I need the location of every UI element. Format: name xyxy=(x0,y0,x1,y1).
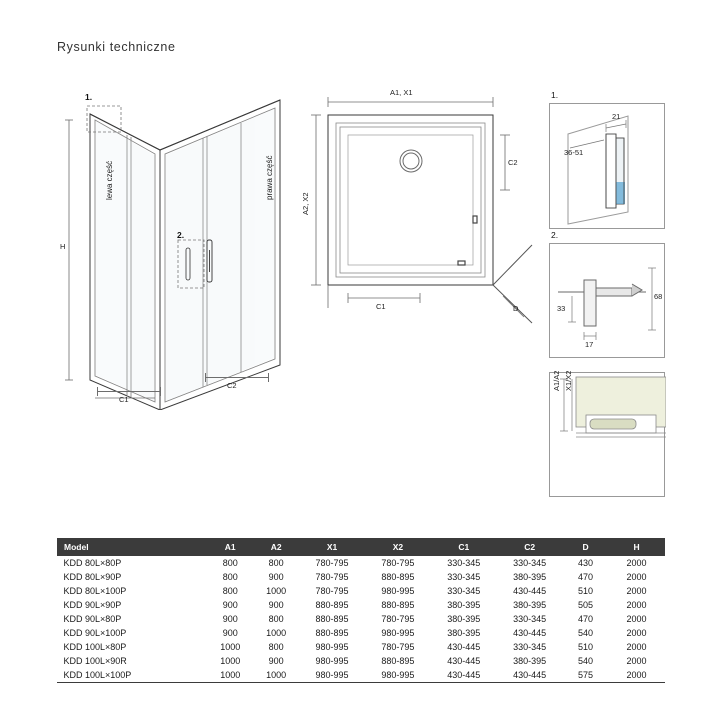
cell-a1: 900 xyxy=(222,614,238,624)
th-x2: X2 xyxy=(365,539,431,556)
detail3-label-x1x2: X1/X2 xyxy=(564,370,573,391)
cell-a2: 1000 xyxy=(266,586,287,596)
detail2-dim-68: 68 xyxy=(654,292,663,301)
cell-a2: 1000 xyxy=(266,670,287,680)
detail-panel-2 xyxy=(549,243,665,358)
cell-model: KDD 100L×100P xyxy=(63,670,132,680)
cell-d: 540 xyxy=(578,628,594,638)
cell-d: 510 xyxy=(578,586,594,596)
cell-x2: 780-795 xyxy=(381,614,415,624)
cell-d: 470 xyxy=(578,572,594,582)
cell-x2: 780-795 xyxy=(381,642,415,652)
cell-a1: 1000 xyxy=(220,670,241,680)
cell-c1: 380-395 xyxy=(447,628,481,638)
isometric-drawing xyxy=(55,80,315,410)
dim-tick-c1-right xyxy=(160,387,161,396)
cell-c2: 430-445 xyxy=(513,586,547,596)
cell-d: 430 xyxy=(578,558,594,568)
iso-label-right-part: prawa część xyxy=(265,155,274,200)
table-bottom-rule xyxy=(57,682,665,683)
iso-dim-h: H xyxy=(60,242,66,251)
cell-d: 470 xyxy=(578,614,594,624)
cell-c1: 380-395 xyxy=(447,614,481,624)
table-header xyxy=(58,539,665,556)
page-title: Rysunki techniczne xyxy=(57,40,176,54)
plan-dim-c2: C2 xyxy=(508,158,518,167)
cell-a1: 800 xyxy=(222,558,238,568)
model-dimension-table xyxy=(57,538,665,682)
cell-x1: 980-995 xyxy=(315,642,349,652)
cell-x2: 880-895 xyxy=(381,572,415,582)
th-x1: X1 xyxy=(299,539,365,556)
cell-a2: 800 xyxy=(268,642,284,652)
cell-model: KDD 100L×80P xyxy=(63,642,127,652)
cell-h: 2000 xyxy=(626,656,647,666)
table-row xyxy=(58,668,665,682)
cell-h: 2000 xyxy=(626,572,647,582)
detail-panel-3 xyxy=(549,372,665,497)
cell-c1: 430-445 xyxy=(447,656,481,666)
cell-x1: 780-795 xyxy=(315,586,349,596)
detail1-dim-3651: 36-51 xyxy=(564,148,584,157)
cell-x2: 980-995 xyxy=(381,628,415,638)
th-a1: A1 xyxy=(207,539,253,556)
cell-h: 2000 xyxy=(626,628,647,638)
cell-a1: 900 xyxy=(222,600,238,610)
cell-a2: 900 xyxy=(268,656,284,666)
cell-c2: 430-445 xyxy=(513,628,547,638)
cell-c2: 330-345 xyxy=(513,642,547,652)
iso-label-left-part: lewa część xyxy=(105,160,114,200)
iso-dim-c2: C2 xyxy=(227,381,237,390)
cell-c2: 330-345 xyxy=(513,614,547,624)
cell-c1: 380-395 xyxy=(447,600,481,610)
plan-dim-a1x1: A1, X1 xyxy=(390,88,413,97)
cell-x1: 880-895 xyxy=(315,614,349,624)
cell-x2: 880-895 xyxy=(381,600,415,610)
th-h: H xyxy=(609,539,665,556)
plan-dim-a2x2: A2, X2 xyxy=(301,192,310,215)
cell-d: 575 xyxy=(578,670,594,680)
cell-d: 505 xyxy=(578,600,594,610)
cell-x1: 780-795 xyxy=(315,558,349,568)
cell-a1: 900 xyxy=(222,628,238,638)
cell-x1: 980-995 xyxy=(315,656,349,666)
cell-a2: 800 xyxy=(268,558,284,568)
table-row xyxy=(58,626,665,640)
cell-c1: 430-445 xyxy=(447,670,481,680)
detail2-dim-33: 33 xyxy=(557,304,566,313)
dim-line-c1 xyxy=(97,391,161,392)
plan-view-drawing xyxy=(300,80,540,410)
table-row xyxy=(58,654,665,668)
detail2-number: 2. xyxy=(551,230,559,240)
cell-c1: 430-445 xyxy=(447,642,481,652)
cell-x2: 780-795 xyxy=(381,558,415,568)
table-row xyxy=(58,584,665,598)
detail-panel-1 xyxy=(549,103,665,229)
detail1-number: 1. xyxy=(551,90,559,100)
cell-x1: 880-895 xyxy=(315,600,349,610)
iso-callout-2: 2. xyxy=(177,230,185,240)
th-a2: A2 xyxy=(253,539,299,556)
cell-a1: 800 xyxy=(222,586,238,596)
cell-model: KDD 90L×80P xyxy=(63,614,122,624)
cell-x2: 980-995 xyxy=(381,586,415,596)
dim-tick-c2-right xyxy=(268,373,269,382)
cell-model: KDD 80L×100P xyxy=(63,586,127,596)
cell-c2: 330-345 xyxy=(513,558,547,568)
cell-a2: 900 xyxy=(268,572,284,582)
cell-x1: 880-895 xyxy=(315,628,349,638)
cell-x1: 980-995 xyxy=(315,670,349,680)
iso-dim-c1: C1 xyxy=(119,395,129,404)
detail2-dim-17: 17 xyxy=(585,340,594,349)
cell-h: 2000 xyxy=(626,558,647,568)
detail1-dim-21: 21 xyxy=(612,112,621,121)
dim-line-c2 xyxy=(205,377,269,378)
cell-c2: 380-395 xyxy=(513,656,547,666)
cell-c1: 330-345 xyxy=(447,558,481,568)
cell-model: KDD 90L×90P xyxy=(63,600,122,610)
cell-c2: 380-395 xyxy=(513,572,547,582)
table-body xyxy=(58,556,665,683)
table-row xyxy=(58,612,665,626)
table-row xyxy=(58,570,665,584)
cell-a2: 900 xyxy=(268,600,284,610)
cell-d: 540 xyxy=(578,656,594,666)
cell-c2: 430-445 xyxy=(513,670,547,680)
cell-x2: 980-995 xyxy=(381,670,415,680)
plan-dim-d: D xyxy=(513,304,519,313)
cell-a2: 1000 xyxy=(266,628,287,638)
cell-a1: 1000 xyxy=(220,642,241,652)
cell-h: 2000 xyxy=(626,642,647,652)
detail3-label-a1a2: A1/A2 xyxy=(552,370,561,391)
cell-c1: 330-345 xyxy=(447,586,481,596)
cell-x1: 780-795 xyxy=(315,572,349,582)
table-header-rule xyxy=(57,555,665,556)
iso-callout-1: 1. xyxy=(85,92,93,102)
cell-h: 2000 xyxy=(626,614,647,624)
cell-model: KDD 80L×80P xyxy=(63,558,122,568)
cell-a1: 1000 xyxy=(220,656,241,666)
table-header-row xyxy=(58,539,665,556)
cell-d: 510 xyxy=(578,642,594,652)
th-c2: C2 xyxy=(497,539,563,556)
cell-c2: 380-395 xyxy=(513,600,547,610)
dim-tick-c2-left xyxy=(205,373,206,382)
cell-x2: 880-895 xyxy=(381,656,415,666)
cell-a2: 800 xyxy=(268,614,284,624)
cell-model: KDD 100L×90R xyxy=(63,656,127,666)
cell-model: KDD 90L×100P xyxy=(63,628,127,638)
table-row xyxy=(58,640,665,654)
th-c1: C1 xyxy=(431,539,497,556)
th-d: D xyxy=(563,539,609,556)
cell-h: 2000 xyxy=(626,600,647,610)
th-model: Model xyxy=(58,539,208,556)
table-row xyxy=(58,598,665,612)
plan-dim-c1: C1 xyxy=(376,302,386,311)
table-row xyxy=(58,556,665,571)
cell-h: 2000 xyxy=(626,586,647,596)
dim-tick-c1-left xyxy=(97,387,98,396)
cell-a1: 800 xyxy=(222,572,238,582)
cell-model: KDD 80L×90P xyxy=(63,572,122,582)
cell-h: 2000 xyxy=(626,670,647,680)
specification-table xyxy=(57,538,665,682)
cell-c1: 330-345 xyxy=(447,572,481,582)
